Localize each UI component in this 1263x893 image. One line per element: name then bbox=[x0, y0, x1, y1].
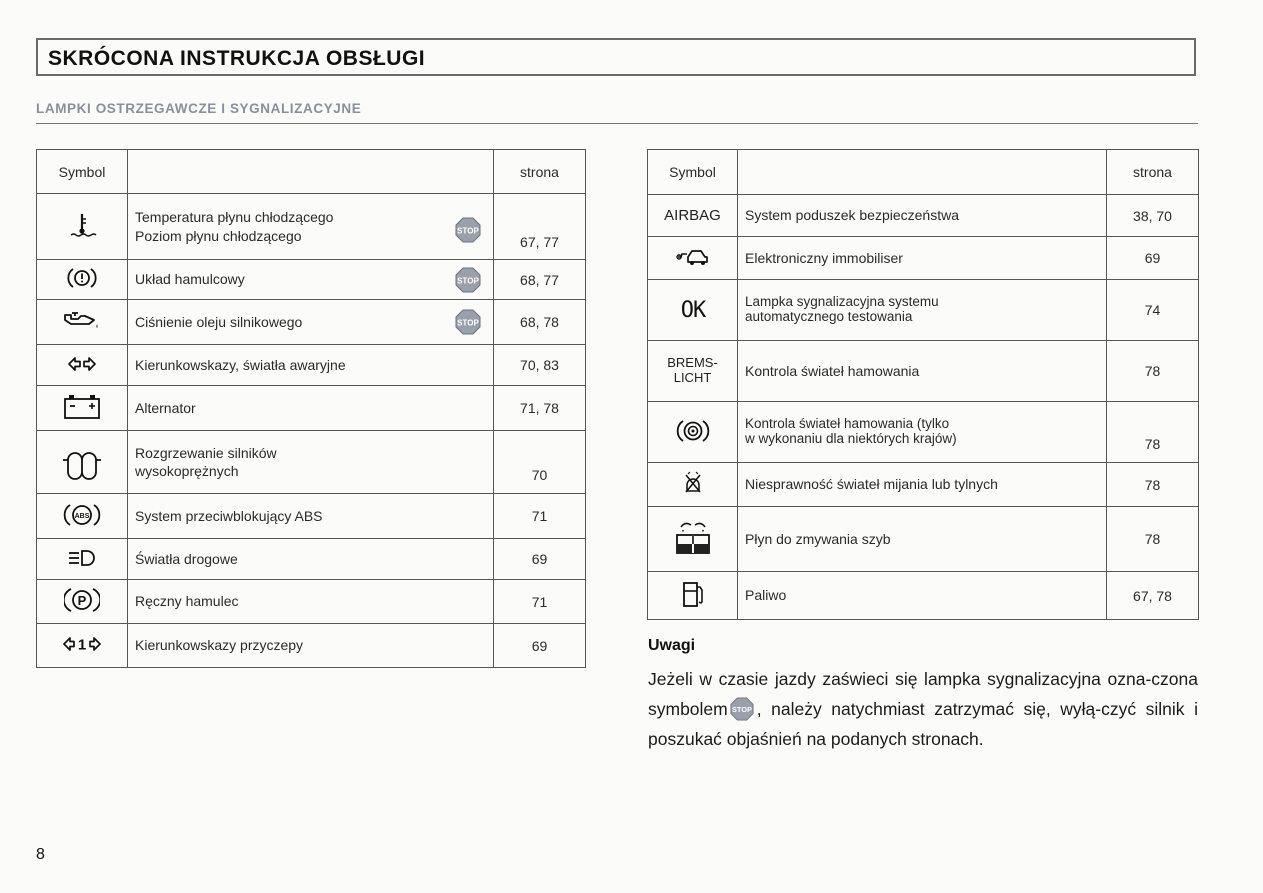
header-page: strona bbox=[1107, 150, 1199, 195]
header-symbol: Symbol bbox=[648, 150, 738, 195]
table-row bbox=[37, 539, 586, 580]
stop-badge-icon bbox=[455, 217, 481, 243]
row-description-line: Ręczny hamulec bbox=[135, 593, 239, 610]
page-reference: 78 bbox=[1107, 402, 1199, 463]
page-reference: 70, 83 bbox=[494, 345, 586, 386]
washer-fluid-icon bbox=[673, 519, 713, 557]
page-reference: 67, 78 bbox=[1107, 572, 1199, 620]
turn-signal-arrows-icon bbox=[67, 356, 97, 372]
immobiliser-car-key-icon bbox=[675, 246, 711, 268]
row-description-line: Ciśnienie oleju silnikowego bbox=[135, 313, 303, 330]
row-description-line: Kierunkowskazy przyczepy bbox=[135, 637, 304, 654]
page-reference: 71 bbox=[494, 580, 586, 624]
brake-light-check-icon bbox=[676, 417, 710, 445]
table-row bbox=[648, 572, 1199, 620]
stop-badge-icon bbox=[455, 309, 481, 335]
left-warning-lights-table bbox=[36, 149, 586, 668]
battery-alternator-icon bbox=[62, 393, 102, 421]
page-reference: 67, 77 bbox=[494, 194, 586, 260]
page-number: 8 bbox=[36, 846, 45, 863]
row-description-line: System przeciwblokujący ABS bbox=[135, 507, 323, 524]
page-title: SKRÓCONA INSTRUKCJA OBSŁUGI bbox=[48, 47, 426, 70]
page-reference: 69 bbox=[1107, 237, 1199, 280]
section-heading-bar bbox=[36, 100, 1198, 124]
row-description-line: Światła drogowe bbox=[135, 550, 238, 567]
table-row bbox=[37, 624, 586, 668]
page-reference: 69 bbox=[494, 539, 586, 580]
table-row bbox=[37, 194, 586, 260]
row-description-line: wysokoprężnych bbox=[135, 463, 239, 479]
row-description-line: Poziom płynu chłodzącego bbox=[135, 227, 302, 244]
page-reference: 70 bbox=[494, 431, 586, 494]
table-row bbox=[37, 431, 586, 494]
table-row bbox=[37, 580, 586, 624]
high-beam-icon bbox=[66, 549, 98, 567]
row-description-line: w wykonaniu dla niektórych krajów) bbox=[745, 431, 957, 446]
page-reference: 71, 78 bbox=[494, 386, 586, 431]
notes-body bbox=[648, 664, 1198, 754]
page-reference: 38, 70 bbox=[1107, 195, 1199, 237]
section-heading: LAMPKI OSTRZEGAWCZE I SYGNALIZACYJNE bbox=[36, 101, 362, 116]
table-header-row bbox=[648, 150, 1199, 195]
ok-symbol-text: OK bbox=[680, 297, 705, 322]
row-description-line: Temperatura płynu chłodzącego bbox=[135, 209, 334, 226]
table-row bbox=[648, 237, 1199, 280]
parking-brake-icon bbox=[64, 586, 100, 614]
row-description-line: automatycznego testowania bbox=[745, 309, 913, 324]
notes-text-after: , należy natychmiast zatrzymać się, wyłą-czyć silnik i poszukać objaśnień na podanych stronach. bbox=[648, 699, 1198, 749]
page-reference: 78 bbox=[1107, 507, 1199, 572]
oil-pressure-icon bbox=[62, 310, 102, 332]
table-row bbox=[37, 386, 586, 431]
row-description-line: Kierunkowskazy, światła awaryjne bbox=[135, 356, 346, 373]
stop-badge-icon bbox=[730, 697, 754, 721]
row-description-line: Kontrola świateł hamowania bbox=[745, 362, 920, 379]
notes-title: Uwagi bbox=[648, 637, 696, 654]
row-description-line: Układ hamulcowy bbox=[135, 271, 245, 288]
coolant-temperature-icon bbox=[67, 210, 97, 240]
row-description-line: Niesprawność świateł mijania lub tylnych bbox=[745, 476, 998, 493]
page-reference: 71 bbox=[494, 494, 586, 539]
page-reference: 69 bbox=[494, 624, 586, 668]
parking-symbol-text: P bbox=[77, 593, 87, 608]
trailer-symbol-text: 1 bbox=[77, 636, 87, 654]
row-description-line: Alternator bbox=[135, 399, 196, 416]
glow-plug-icon bbox=[60, 450, 104, 484]
row-description-line: System poduszek bezpieczeństwa bbox=[745, 207, 959, 224]
abs-icon bbox=[62, 501, 102, 529]
table-row bbox=[648, 402, 1199, 463]
bulb-failure-icon bbox=[682, 471, 704, 495]
ok-autocheck-icon bbox=[675, 296, 711, 322]
brake-system-icon bbox=[66, 266, 98, 290]
right-warning-lights-table bbox=[647, 149, 1199, 620]
row-description-line: Paliwo bbox=[745, 587, 787, 604]
abs-symbol-text: ABS bbox=[74, 512, 90, 520]
airbag-symbol-text: AIRBAG bbox=[664, 207, 721, 224]
page-reference: 78 bbox=[1107, 341, 1199, 402]
stop-badge-icon bbox=[455, 267, 481, 293]
bremslicht-symbol: BREMS- LICHT bbox=[667, 355, 718, 385]
notes-text-before: Jeżeli w czasie jazdy zaświeci się lampka sygnalizacyjna ozna-czona symbolem bbox=[648, 669, 1198, 719]
page-reference: 68, 77 bbox=[494, 260, 586, 300]
fuel-pump-icon bbox=[680, 579, 706, 609]
page-reference: 74 bbox=[1107, 280, 1199, 341]
row-description-line: Rozgrzewanie silników bbox=[135, 444, 277, 461]
row-description-line: Elektroniczny immobiliser bbox=[745, 249, 903, 266]
row-description-line: Płyn do zmywania szyb bbox=[745, 530, 891, 547]
table-row bbox=[648, 507, 1199, 572]
page-reference: 78 bbox=[1107, 463, 1199, 507]
header-page: strona bbox=[494, 150, 586, 194]
table-row bbox=[37, 494, 586, 539]
table-header-row bbox=[37, 150, 586, 194]
row-description-line: Lampka sygnalizacyjna systemu bbox=[745, 294, 939, 310]
table-row bbox=[648, 195, 1199, 237]
page-reference: 68, 78 bbox=[494, 300, 586, 345]
table-row bbox=[648, 463, 1199, 507]
row-description-line: Kontrola świateł hamowania (tylko bbox=[745, 416, 950, 432]
table-row bbox=[648, 280, 1199, 341]
table-row bbox=[37, 300, 586, 345]
header-symbol: Symbol bbox=[37, 150, 128, 194]
trailer-turn-signal-icon bbox=[62, 634, 102, 654]
table-row bbox=[37, 345, 586, 386]
table-row bbox=[37, 260, 586, 300]
title-box bbox=[36, 38, 1196, 76]
table-row bbox=[648, 341, 1199, 402]
